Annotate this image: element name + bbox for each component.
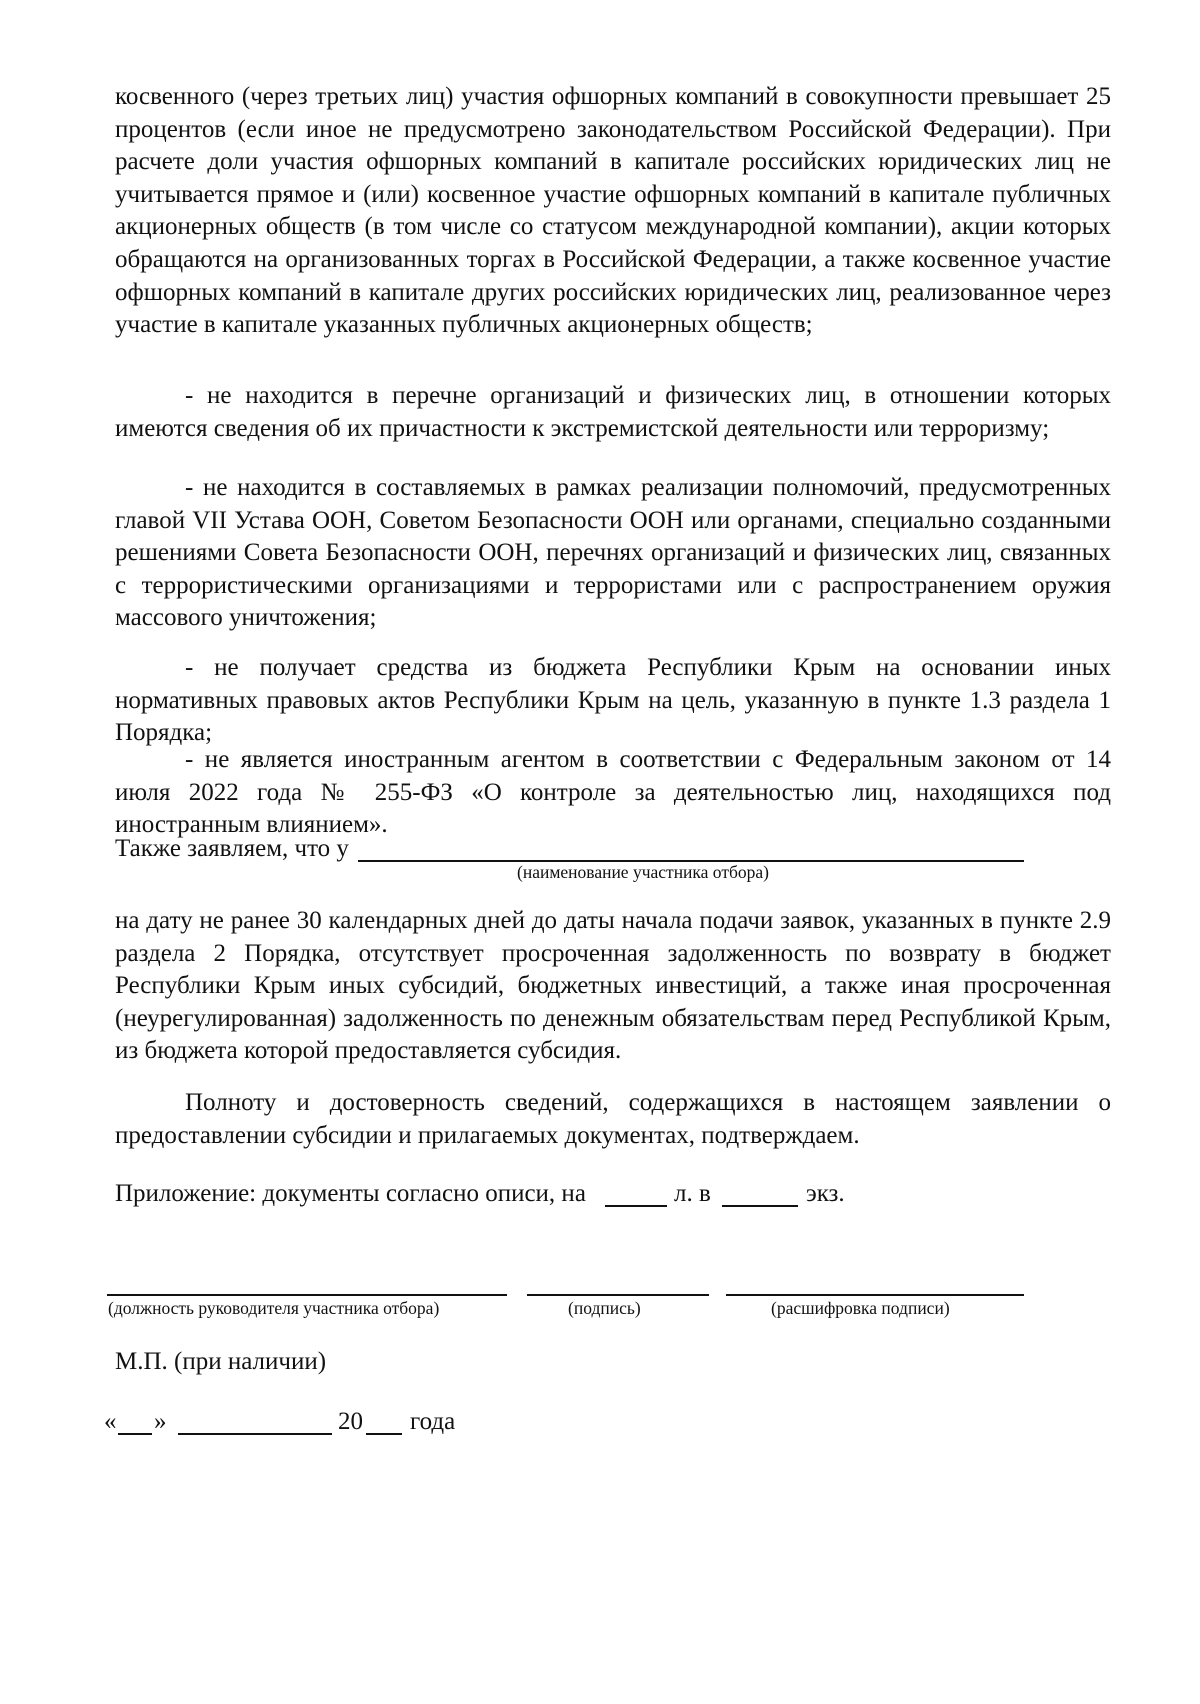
paragraph-offshore-participation: косвенного (через третьих лиц) участия офшорных компаний в совокупности превышает 25 процентов (если иное не предусмотрено законодательством Российской Федерации). При расчете доли участия офшорных компаний в капитале российских юридических лиц не учитывается прямое и (или) косвенное участие офшорных компаний в капитале публичных акционерных обществ (в том числе со статусом международной компании), акции которых обращаются на организованных торгах в Российской Федерации, а также косвенное участие офшорных компаний в капитале других российских юридических лиц, реализованное через участие в капитале указанных публичных акционерных обществ; [115, 83, 1111, 339]
participant-name-caption: (наименование участника отбора) [517, 862, 769, 882]
signature-field[interactable] [527, 1294, 709, 1296]
date-month-field[interactable] [178, 1433, 332, 1435]
date-suffix: года [410, 1408, 456, 1435]
copies-unit: экз. [806, 1180, 845, 1207]
position-field[interactable] [107, 1294, 507, 1296]
attachment-label: Приложение: документы согласно описи, на [115, 1180, 586, 1207]
date-close-quote: » [154, 1408, 167, 1435]
copies-count-field[interactable] [722, 1205, 798, 1207]
position-caption: (должность руководителя участника отбора) [108, 1298, 440, 1318]
date-century: 20 [338, 1408, 363, 1435]
date-year-field[interactable] [366, 1433, 402, 1435]
paragraph-confirmation: Полноту и достоверность сведений, содержащихся в настоящем заявлении о предоставлении субсидии и прилагаемых документах, подтверждаем. [115, 1089, 1111, 1149]
paragraph-no-overdue-debt: на дату не ранее 30 календарных дней до даты начала подачи заявок, указанных в пункте 2.9 раздела 2 Порядка, отсутствует просроченная задолженность по возврату в бюджет Республики Крым иных субсидий, бюджетных инвестиций, а также иная просроченная (неурегулированная) задолженность по денежным обязательствам перед Республикой Крым, из бюджета которой предоставляется субсидия. [115, 907, 1111, 1065]
sheets-count-field[interactable] [605, 1205, 667, 1207]
sheets-unit: л. в [674, 1180, 711, 1207]
paragraph-budget-funds: - не получает средства из бюджета Республики Крым на основании иных нормативных правовых актов Республики Крым на цель, указанную в пункте 1.3 раздела 1 Порядка; [115, 654, 1111, 747]
paragraph-foreign-agent: - не является иностранным агентом в соответствии с Федеральным законом от 14 июля 2022 года № 255-ФЗ «О контроле за деятельностью лиц, находящихся под иностранным влиянием». [115, 746, 1111, 839]
paragraph-extremism-list: - не находится в перечне организаций и физических лиц, в отношении которых имеются сведения об их причастности к экстремистской деятельности или терроризму; [115, 382, 1111, 442]
signature-caption: (подпись) [568, 1298, 641, 1318]
paragraph-un-sanctions-list: - не находится в составляемых в рамках реализации полномочий, предусмотренных главой VII Устава ООН, Советом Безопасности ООН или органами, специально созданными решениями Совета Безопасности ООН, перечнях организаций и физических лиц, связанных с террористическими организациями и террористами или с распространением оружия массового уничтожения; [115, 474, 1111, 632]
date-open-quote: « [104, 1408, 117, 1435]
declaration-prefix: Также заявляем, что у [115, 835, 349, 862]
signature-decoding-field[interactable] [726, 1294, 1024, 1296]
stamp-label: М.П. (при наличии) [115, 1348, 327, 1375]
signature-decoding-caption: (расшифровка подписи) [771, 1298, 950, 1318]
date-day-field[interactable] [118, 1433, 152, 1435]
